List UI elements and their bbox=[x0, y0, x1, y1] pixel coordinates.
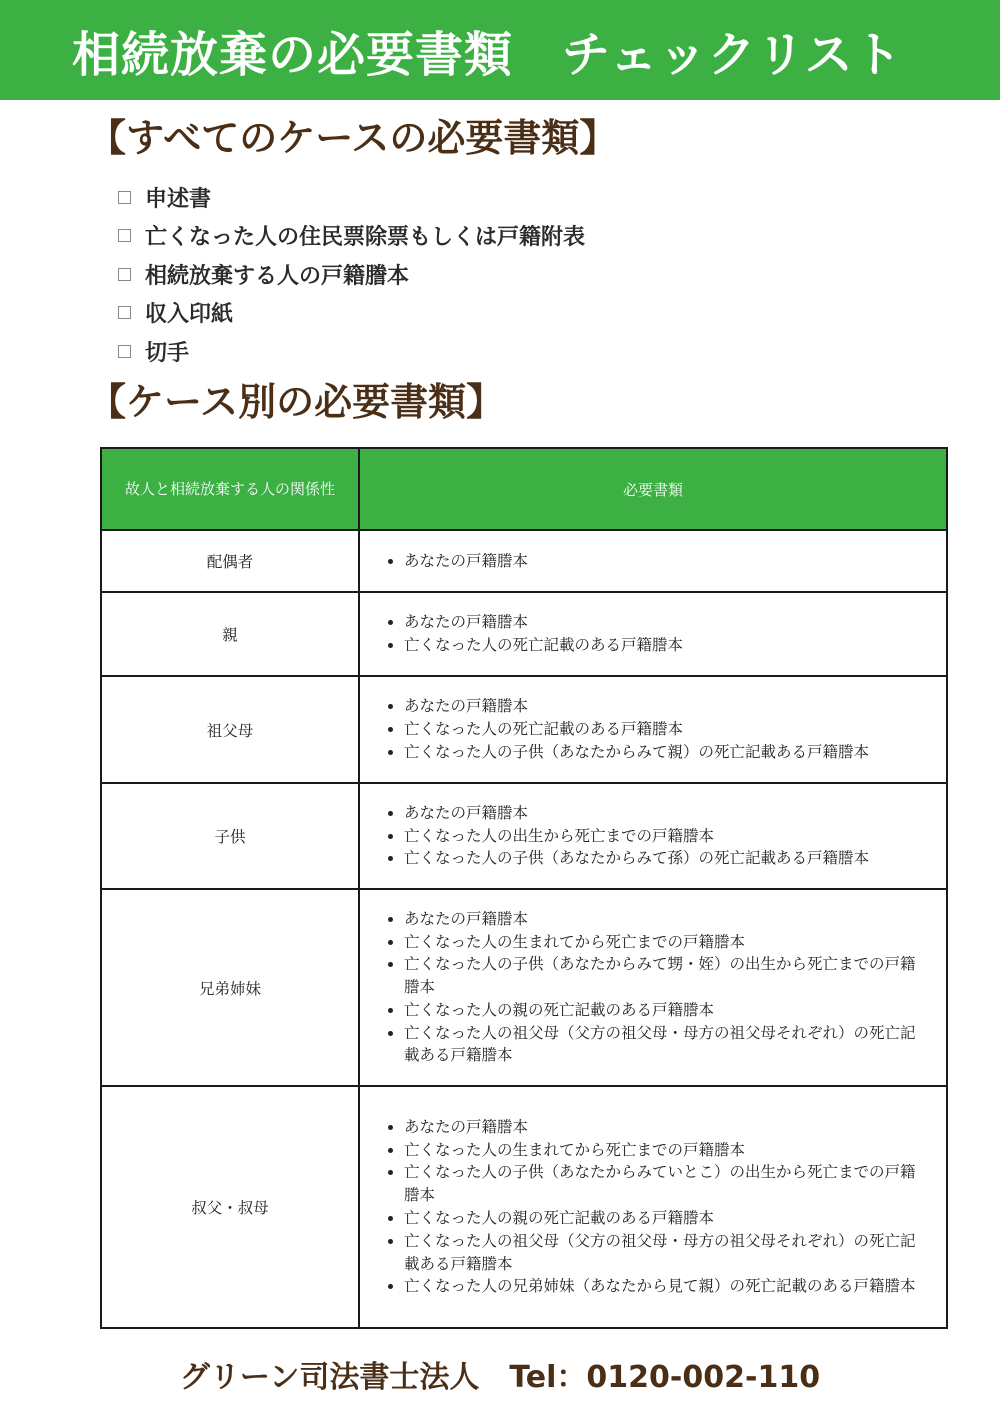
document-item: • 亡くなった人の子供（あなたからみて親）の死亡記載ある戸籍謄本 bbox=[404, 741, 930, 764]
documents-cell bbox=[359, 1086, 947, 1328]
document-item: • 亡くなった人の親の死亡記載のある戸籍謄本 bbox=[404, 999, 930, 1022]
document-item: • 亡くなった人の生まれてから死亡までの戸籍謄本 bbox=[404, 931, 930, 954]
document-item: • 亡くなった人の親の死亡記載のある戸籍謄本 bbox=[404, 1207, 930, 1230]
table-row bbox=[101, 676, 947, 783]
checkbox-icon[interactable] bbox=[118, 268, 131, 281]
document-item: • 亡くなった人の祖父母（父方の祖父母・母方の祖父母それぞれ）の死亡記載ある戸籍謄本 bbox=[404, 1022, 930, 1068]
document-item: • 亡くなった人の子供（あなたからみていとこ）の出生から死亡までの戸籍謄本 bbox=[404, 1161, 930, 1207]
checklist-item[interactable] bbox=[118, 178, 585, 217]
table-row bbox=[101, 783, 947, 889]
documents-cell bbox=[359, 530, 947, 592]
document-item: • あなたの戸籍謄本 bbox=[404, 611, 930, 634]
checklist-item[interactable] bbox=[118, 255, 585, 294]
all-cases-heading: 【すべてのケースの必要書類】 bbox=[88, 116, 618, 160]
document-item: • あなたの戸籍謄本 bbox=[404, 802, 930, 825]
checkbox-icon[interactable] bbox=[118, 345, 131, 358]
relation-cell: 配偶者 bbox=[101, 530, 359, 592]
checklist-item-label: 切手 bbox=[145, 340, 190, 366]
documents-cell bbox=[359, 592, 947, 676]
relation-column-header: 故人と相続放棄する人の関係性 bbox=[101, 448, 359, 530]
table-row bbox=[101, 1086, 947, 1328]
checkbox-icon[interactable] bbox=[118, 306, 131, 319]
case-documents-table bbox=[100, 447, 948, 1329]
relation-cell: 叔父・叔母 bbox=[101, 1086, 359, 1328]
table-row bbox=[101, 530, 947, 592]
checklist-item[interactable] bbox=[118, 217, 585, 256]
document-item: • あなたの戸籍謄本 bbox=[404, 1116, 930, 1139]
relation-cell: 兄弟姉妹 bbox=[101, 889, 359, 1086]
checklist-item[interactable] bbox=[118, 294, 585, 333]
table-row bbox=[101, 592, 947, 676]
table-header-row bbox=[101, 448, 947, 530]
documents-cell bbox=[359, 783, 947, 889]
documents-cell bbox=[359, 889, 947, 1086]
document-item: • 亡くなった人の祖父母（父方の祖父母・母方の祖父母それぞれ）の死亡記載ある戸籍謄本 bbox=[404, 1230, 930, 1276]
relation-cell: 祖父母 bbox=[101, 676, 359, 783]
document-item: • 亡くなった人の死亡記載のある戸籍謄本 bbox=[404, 634, 930, 657]
documents-column-header: 必要書類 bbox=[359, 448, 947, 530]
document-item: • 亡くなった人の死亡記載のある戸籍謄本 bbox=[404, 718, 930, 741]
document-item: • あなたの戸籍謄本 bbox=[404, 908, 930, 931]
document-item: • 亡くなった人の兄弟姉妹（あなたから見て親）の死亡記載のある戸籍謄本 bbox=[404, 1275, 930, 1298]
checklist-item[interactable] bbox=[118, 332, 585, 371]
document-item: • 亡くなった人の生まれてから死亡までの戸籍謄本 bbox=[404, 1139, 930, 1162]
checkbox-icon[interactable] bbox=[118, 191, 131, 204]
document-item: • あなたの戸籍謄本 bbox=[404, 550, 930, 573]
all-cases-checklist bbox=[118, 178, 585, 371]
checkbox-icon[interactable] bbox=[118, 229, 131, 242]
document-item: • 亡くなった人の子供（あなたからみて甥・姪）の出生から死亡までの戸籍謄本 bbox=[404, 953, 930, 999]
page-title: 相続放棄の必要書類 チェックリスト bbox=[72, 26, 903, 83]
checklist-item-label: 申述書 bbox=[145, 186, 212, 212]
checklist-item-label: 相続放棄する人の戸籍謄本 bbox=[145, 263, 410, 289]
footer-contact: グリーン司法書士法人 Tel：0120-002-110 bbox=[179, 1360, 821, 1395]
documents-cell bbox=[359, 676, 947, 783]
document-item: • 亡くなった人の出生から死亡までの戸籍謄本 bbox=[404, 825, 930, 848]
document-item: • あなたの戸籍謄本 bbox=[404, 695, 930, 718]
document-item: • 亡くなった人の子供（あなたからみて孫）の死亡記載ある戸籍謄本 bbox=[404, 847, 930, 870]
title-banner bbox=[0, 0, 1000, 100]
relation-cell: 親 bbox=[101, 592, 359, 676]
relation-cell: 子供 bbox=[101, 783, 359, 889]
case-specific-heading: 【ケース別の必要書類】 bbox=[88, 380, 505, 424]
table-row bbox=[101, 889, 947, 1086]
checklist-item-label: 亡くなった人の住民票除票もしくは戸籍附表 bbox=[145, 225, 586, 251]
checklist-item-label: 収入印紙 bbox=[145, 302, 234, 328]
